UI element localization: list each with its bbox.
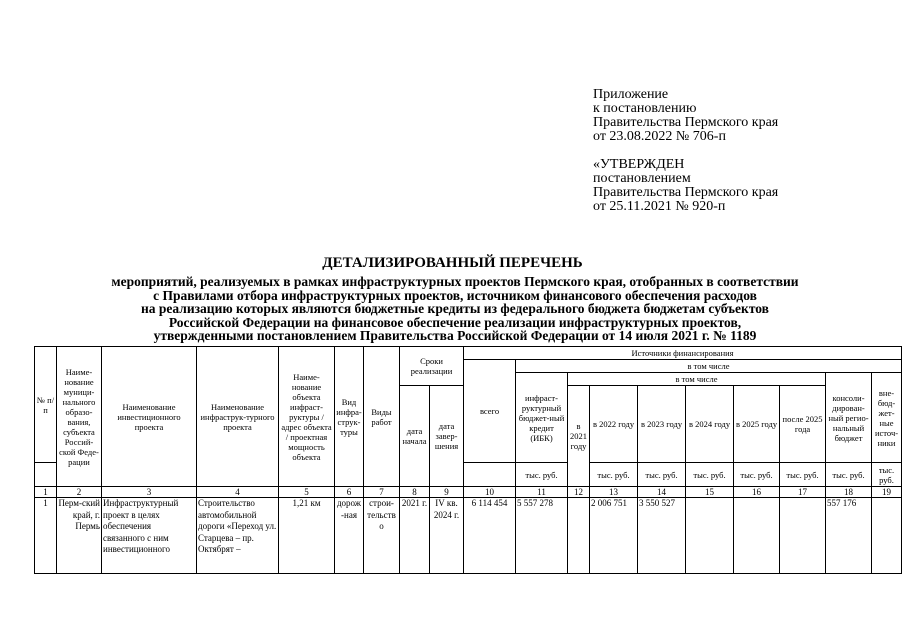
- col-number: 2: [57, 487, 102, 498]
- col-number: 4: [197, 487, 279, 498]
- cell-total: 6 114 454: [464, 498, 516, 574]
- header-total: всего: [464, 360, 516, 463]
- cell-consolidated: 557 176: [826, 498, 872, 574]
- header-y2021: в 2021 году: [568, 386, 590, 487]
- col-number: 7: [364, 487, 400, 498]
- cell-num: 1: [35, 498, 57, 574]
- cell-y2021: [568, 498, 590, 574]
- unit-consolidated: тыс. руб.: [826, 463, 872, 487]
- header-num: № п/п: [35, 347, 57, 463]
- approval-line: Приложение: [593, 87, 669, 102]
- cell-investment-project: Инфраструктурный проект в целях обеспечения связанного с ним инвестиционного: [102, 498, 197, 574]
- unit-y2025: тыс. руб.: [734, 463, 780, 487]
- approval-line: от 23.08.2022 № 706-п: [593, 129, 726, 144]
- cell-after2025: [780, 498, 826, 574]
- unit-y2022: тыс. руб.: [590, 463, 638, 487]
- col-number: 8: [400, 487, 430, 498]
- approval-line: постановлением: [593, 171, 691, 186]
- cell-ibk: 5 557 278: [516, 498, 568, 574]
- cell-y2023: 3 550 527: [638, 498, 686, 574]
- header-sources: Источники финансирования: [464, 347, 902, 360]
- header-ibk: инфраст-руктурный бюджет-ный кредит (ИБК): [516, 373, 568, 463]
- cell-y2024: [686, 498, 734, 574]
- header-work-types: Виды работ: [364, 347, 400, 487]
- col-number: 17: [780, 487, 826, 498]
- approval-line: к постановлению: [593, 101, 697, 116]
- approval-block: [593, 88, 853, 214]
- unit-ibk: тыс. руб.: [516, 463, 568, 487]
- header-object: Наиме-нование объекта инфраст-руктуры / адрес объекта / проектная мощность объекта: [279, 347, 335, 487]
- header-y2022: в 2022 году: [590, 386, 638, 463]
- col-number: 12: [568, 487, 590, 498]
- col-number: 15: [686, 487, 734, 498]
- subtitle-line: Российской Федерации на финансовое обеспечение реализации инфраструктурных проектов,: [168, 314, 742, 330]
- unit-after2025: тыс. руб.: [780, 463, 826, 487]
- col-number: 11: [516, 487, 568, 498]
- col-number: 13: [590, 487, 638, 498]
- header-y2024: в 2024 году: [686, 386, 734, 463]
- approval-line: от 25.11.2021 № 920-п: [593, 199, 726, 214]
- unit-total: [464, 463, 516, 487]
- header-in-total-sub: в том числе: [568, 373, 826, 386]
- col-number: 16: [734, 487, 780, 498]
- projects-table: [34, 346, 902, 574]
- header-infra-project: Наименование инфраструк-турного проекта: [197, 347, 279, 487]
- approval-line: «УТВЕРЖДЕН: [593, 157, 685, 172]
- col-number: 5: [279, 487, 335, 498]
- header-consolidated: консоли-дирован-ный регио-нальный бюджет: [826, 373, 872, 463]
- unit-extrabudget: тыс. руб.: [872, 463, 902, 487]
- header-end-date: дата завер-шения: [430, 386, 464, 487]
- document-subtitle: [40, 275, 870, 343]
- col-number: 3: [102, 487, 197, 498]
- col-number: 19: [872, 487, 902, 498]
- cell-extrabudget: [872, 498, 902, 574]
- col-number: 9: [430, 487, 464, 498]
- subtitle-line: утвержденными постановлением Правительства Российской Федерации от 14 июля 2021 г. № 1189: [153, 328, 757, 343]
- approval-line: Правительства Пермского края: [593, 115, 779, 130]
- unit-y2024: тыс. руб.: [686, 463, 734, 487]
- col-number: 10: [464, 487, 516, 498]
- cell-infra-project: Строительство автомобильной дороги «Переход ул. Старцева – пр. Октябрят –: [197, 498, 279, 574]
- header-y2023: в 2023 году: [638, 386, 686, 463]
- header-investment-project: Наименование инвестиционного проекта: [102, 347, 197, 487]
- approval-line: Правительства Пермского края: [593, 185, 779, 200]
- header-start-date: дата начала: [400, 386, 430, 487]
- cell-y2025: [734, 498, 780, 574]
- col-number: 1: [35, 487, 57, 498]
- subtitle-line: с Правилами отбора инфраструктурных проектов, источником финансового обеспечения расходов: [153, 287, 757, 303]
- subtitle-line: мероприятий, реализуемых в рамках инфраструктурных проектов Пермского края, отобранных в соответствии: [111, 274, 799, 289]
- cell-infra-type: дорож-ная: [335, 498, 364, 574]
- cell-municipality: Перм-ский край, г. Пермь: [57, 498, 102, 574]
- document-title: ДЕТАЛИЗИРОВАННЫЙ ПЕРЕЧЕНЬ: [322, 255, 583, 271]
- cell-work-types: строи-тельство: [364, 498, 400, 574]
- unit-y2023: тыс. руб.: [638, 463, 686, 487]
- header-y2025: в 2025 году: [734, 386, 780, 463]
- subtitle-line: на реализацию которых являются бюджетные кредиты из федерального бюджета бюджетам субъектов: [141, 301, 769, 316]
- header-in-total: в том числе: [516, 360, 902, 373]
- header-municipality: Наиме-нование муници-нального образо-вания, субъекта Россий-ской Феде-рации: [57, 347, 102, 487]
- header-after2025: после 2025 года: [780, 386, 826, 463]
- cell-start-date: 2021 г.: [400, 498, 430, 574]
- cell-end-date: IV кв. 2024 г.: [430, 498, 464, 574]
- col-number: 18: [826, 487, 872, 498]
- header-extrabudget: вне-бюд-жет-ные источ-ники: [872, 373, 902, 463]
- header-terms: Сроки реализации: [400, 347, 464, 386]
- header-num-cont: [35, 463, 57, 487]
- col-number: 6: [335, 487, 364, 498]
- header-infra-type: Вид инфра-струк-туры: [335, 347, 364, 487]
- table-row: [35, 498, 902, 574]
- cell-object: 1,21 км: [279, 498, 335, 574]
- col-number: 14: [638, 487, 686, 498]
- cell-y2022: 2 006 751: [590, 498, 638, 574]
